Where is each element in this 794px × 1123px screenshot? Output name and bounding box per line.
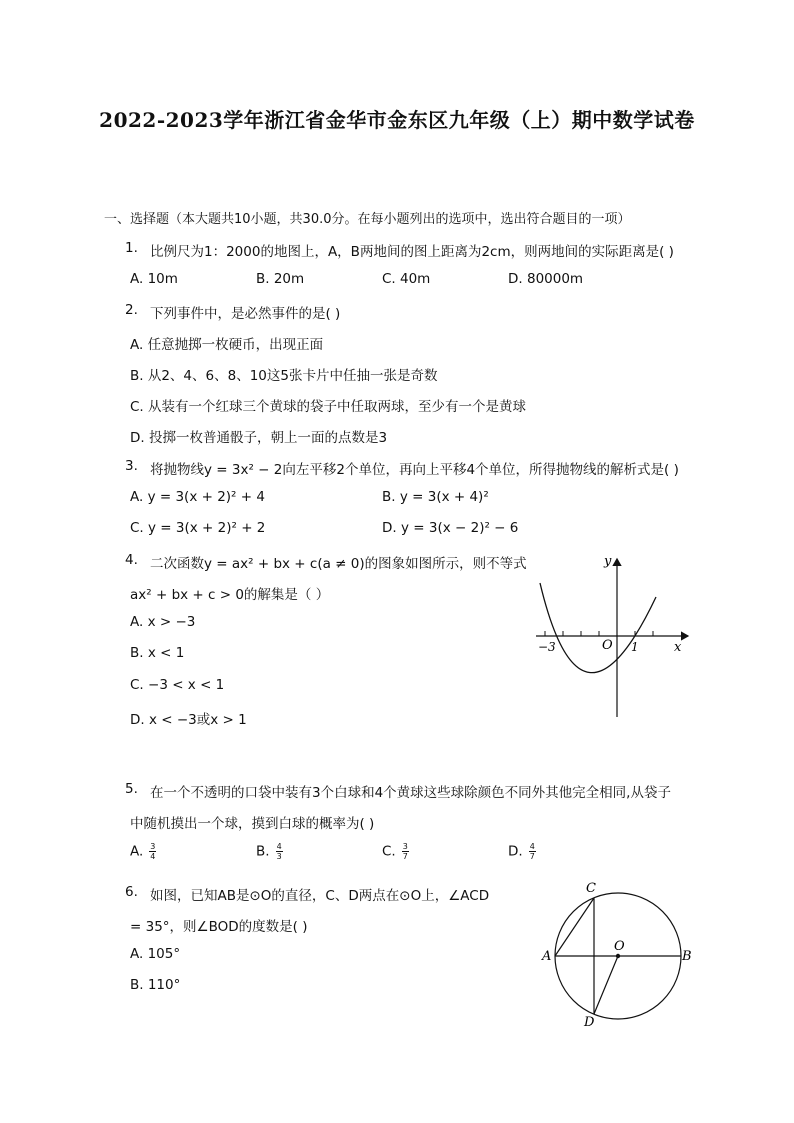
root-neg3-label: −3 — [538, 640, 556, 654]
q1-option-a: A. 10m — [130, 271, 178, 287]
q3-option-b: B. y = 3(x + 4)² — [382, 489, 489, 505]
q1-option-d: D. 80000m — [508, 271, 584, 287]
parabola-curve — [540, 583, 656, 673]
x-axis-label: x — [674, 640, 682, 655]
question-6-stem-line2: = 35°，则∠BOD的度数是( ) — [130, 919, 308, 935]
question-3-number: 3. — [125, 458, 138, 474]
fraction: $\frac{4}{3}$ — [276, 842, 282, 861]
question-4-stem-line1: 二次函数y = ax² + bx + c(a ≠ 0)的图象如图所示，则不等式 — [150, 556, 527, 572]
chord-ac — [555, 898, 594, 956]
q4-option-a: A. x > −3 — [130, 614, 196, 630]
q6-circle-figure — [536, 878, 698, 1030]
q4-option-d: D. x < −3或x > 1 — [130, 712, 247, 728]
question-2-number: 2. — [125, 302, 138, 318]
section-heading: 一、选择题（本大题共10小题，共30.0分。在每小题列出的选项中，选出符合题目的一项） — [104, 212, 631, 227]
q4-option-b: B. x < 1 — [130, 645, 185, 661]
q3-option-d: D. y = 3(x − 2)² − 6 — [382, 520, 519, 536]
point-b-label: B — [682, 949, 692, 964]
question-5-stem-line1: 在一个不透明的口袋中装有3个白球和4个黄球这些球除颜色不同外其他完全相同,从袋子 — [150, 785, 671, 801]
q1-option-b: B. 20m — [256, 271, 305, 287]
q1-option-c: C. 40m — [382, 271, 431, 287]
question-2-stem: 下列事件中，是必然事件的是( ) — [150, 306, 341, 322]
question-1-stem: 比例尺为1：2000的地图上，A，B两地间的图上距离为2cm，则两地间的实际距离是( ) — [150, 244, 674, 260]
q4-option-c: C. −3 < x < 1 — [130, 677, 225, 693]
center-point — [616, 954, 620, 958]
question-3-stem: 将抛物线y = 3x² − 2向左平移2个单位，再向上平移4个单位，所得抛物线的解析式是( ) — [150, 462, 679, 478]
y-axis-label: y — [604, 554, 612, 569]
point-a-label: A — [542, 949, 552, 964]
fraction: $\frac{4}{7}$ — [529, 842, 535, 861]
q5-option-d: D. $\frac{4}{7}$ — [508, 842, 535, 861]
center-o-label: O — [614, 939, 625, 954]
q5-option-a: A. $\frac{3}{4}$ — [130, 842, 156, 861]
question-6-number: 6. — [125, 884, 138, 900]
q2-option-b: B. 从2、4、6、8、10这5张卡片中任抽一张是奇数 — [130, 368, 438, 384]
question-5-number: 5. — [125, 781, 138, 797]
fraction: $\frac{3}{4}$ — [150, 842, 156, 861]
q6-option-b: B. 110° — [130, 977, 181, 993]
q2-option-a: A. 任意抛掷一枚硬币，出现正面 — [130, 337, 324, 353]
question-1-number: 1. — [125, 240, 138, 256]
question-4-number: 4. — [125, 552, 138, 568]
point-d-label: D — [584, 1015, 595, 1030]
q5-option-c: C. $\frac{3}{7}$ — [382, 842, 408, 861]
q2-option-d: D. 投掷一枚普通骰子，朝上一面的点数是3 — [130, 430, 388, 446]
radius-od — [594, 956, 618, 1014]
question-6-stem-line1: 如图，已知AB是⊙O的直径，C、D两点在⊙O上，∠ACD — [150, 888, 490, 904]
q5-option-b: B. $\frac{4}{3}$ — [256, 842, 282, 861]
q6-option-a: A. 105° — [130, 946, 181, 962]
q4-parabola-figure — [528, 545, 698, 725]
q3-option-c: C. y = 3(x + 2)² + 2 — [130, 520, 266, 536]
q2-option-c: C. 从装有一个红球三个黄球的袋子中任取两球，至少有一个是黄球 — [130, 399, 527, 415]
q3-option-a: A. y = 3(x + 2)² + 4 — [130, 489, 265, 505]
point-c-label: C — [586, 881, 596, 896]
origin-label: O — [602, 638, 613, 653]
question-5-stem-line2: 中随机摸出一个球，摸到白球的概率为( ) — [130, 816, 375, 832]
page-title: 2022-2023学年浙江省金华市金东区九年级（上）期中数学试卷 — [99, 108, 695, 132]
question-4-stem-line2: ax² + bx + c > 0的解集是（ ） — [130, 587, 330, 603]
root-1-label: 1 — [631, 640, 639, 654]
fraction: $\frac{3}{7}$ — [402, 842, 408, 861]
